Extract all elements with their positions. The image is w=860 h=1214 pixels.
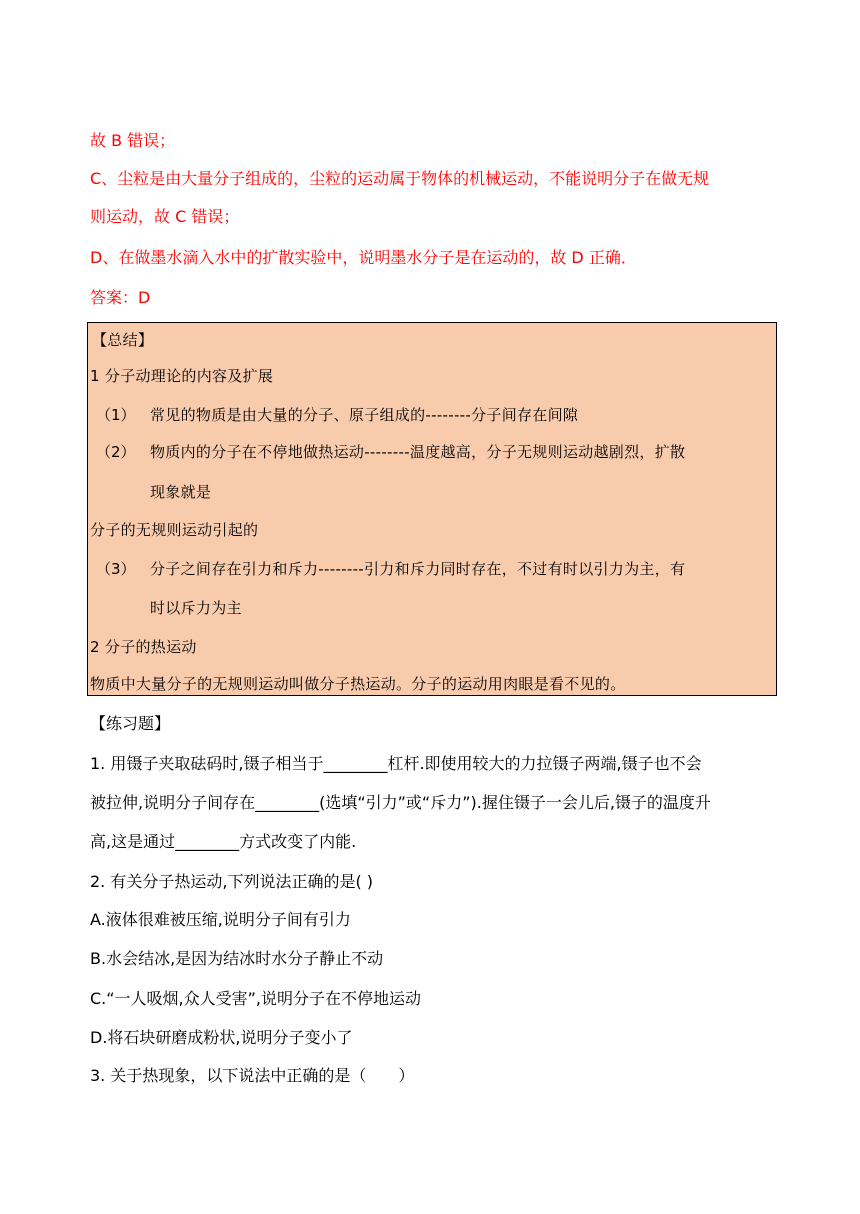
summary-item-3-text: 分子之间存在引力和斥力--------引力和斥力同时存在，不过有时以引力为主，有 [150,560,686,578]
summary-heading-1: 1 分子动理论的内容及扩展 [90,367,274,385]
summary-item-1-text: 常见的物质是由大量的分子、原子组成的--------分子间存在间隙 [150,406,579,424]
question-2: 2. 有关分子热运动,下列说法正确的是( ) [90,872,374,891]
question-1-line-1: 1. 用镊子夹取砝码时,镊子相当于________杠杆.即使用较大的力拉镊子两端,镊子也不会 [90,754,702,773]
summary-item-2-text-cont: 现象就是 [150,483,212,501]
summary-item-2-text: 物质内的分子在不停地做热运动--------温度越高，分子无规则运动越剧烈，扩散 [150,443,686,461]
answer-line-d: D、在做墨水滴入水中的扩散实验中，说明墨水分子是在运动的，故 D 正确． [90,248,637,267]
summary-item-2-text-end: 分子的无规则运动引起的 [90,521,259,539]
answer-line-c: C、尘粒是由大量分子组成的，尘粒的运动属于物体的机械运动，不能说明分子在做无规 [90,169,710,188]
summary-item-3-number: （3） [96,560,136,578]
question-2-option-d: D.将石块研磨成粉状,说明分子变小了 [90,1028,353,1047]
summary-item-3-text-cont: 时以斥力为主 [150,599,242,617]
summary-item-2-number: （2） [96,443,136,461]
summary-title: 【总结】 [92,331,154,349]
summary-heading-2: 2 分子的热运动 [90,638,197,656]
summary-box [87,322,777,696]
summary-heading-2-text: 物质中大量分子的无规则运动叫做分子热运动。分子的运动用肉眼是看不见的。 [90,675,626,693]
answer-line-c-cont: 则运动，故 C 错误； [90,207,240,226]
answer-final: 答案：D [90,288,151,307]
exercises-title: 【练习题】 [90,714,171,733]
question-3: 3. 关于热现象，以下说法中正确的是（ ） [90,1066,415,1085]
question-2-option-c: C.“一人吸烟,众人受害”,说明分子在不停地运动 [90,989,422,1008]
summary-item-1-number: （1） [96,406,136,424]
answer-line-b: 故 B 错误； [90,131,176,150]
question-2-option-a: A.液体很难被压缩,说明分子间有引力 [90,910,351,929]
question-1-line-3: 高,这是通过________方式改变了内能. [90,832,357,851]
question-1-line-2: 被拉伸,说明分子间存在________(选填“引力”或“斥力”).握住镊子一会儿后,镊子的温度升 [90,793,711,812]
question-2-option-b: B.水会结冰,是因为结冰时水分子静止不动 [90,949,384,968]
